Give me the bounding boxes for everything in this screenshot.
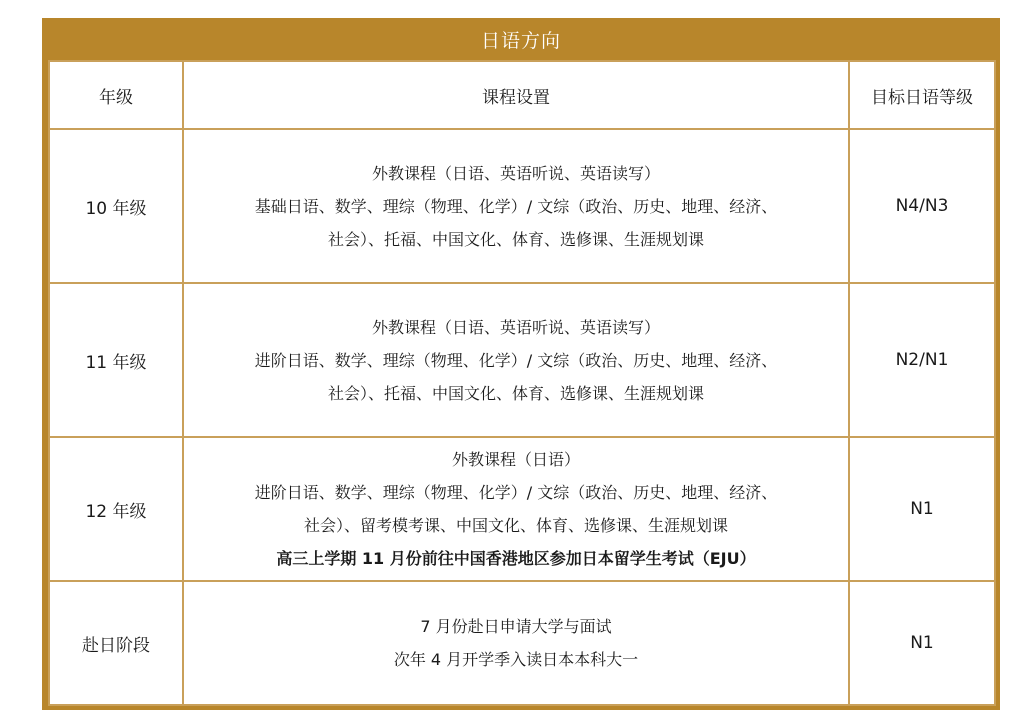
course-line: 7 月份赴日申请大学与面试	[420, 617, 612, 636]
grade-cell: 10 年级	[49, 129, 183, 283]
curriculum-table	[48, 60, 996, 706]
curriculum-table-frame	[42, 18, 1000, 710]
target-level-cell: N4/N3	[849, 129, 995, 283]
course-line: 外教课程（日语）	[451, 450, 580, 469]
course-line: 进阶日语、数学、理综（物理、化学）/ 文综（政治、历史、地理、经济、	[254, 350, 778, 370]
target-level-cell: N2/N1	[849, 283, 995, 437]
table-row	[49, 283, 995, 437]
course-cell	[183, 129, 849, 283]
course-cell	[183, 437, 849, 581]
header-grade: 年级	[49, 61, 183, 129]
table-header-row	[49, 61, 995, 129]
course-line: 基础日语、数学、理综（物理、化学）/ 文综（政治、历史、地理、经济、	[254, 196, 778, 216]
table-title: 日语方向	[480, 29, 561, 52]
table-row	[49, 437, 995, 581]
course-line: 进阶日语、数学、理综（物理、化学）/ 文综（政治、历史、地理、经济、	[254, 483, 778, 502]
target-level-cell: N1	[849, 437, 995, 581]
course-line: 次年 4 月开学季入读日本本科大一	[393, 650, 639, 669]
course-line: 社会）、托福、中国文化、体育、选修课、生涯规划课	[327, 383, 704, 403]
course-line: 社会）、留考模考课、中国文化、体育、选修课、生涯规划课	[303, 516, 728, 535]
course-line: 外教课程（日语、英语听说、英语读写）	[371, 163, 660, 183]
course-line: 外教课程（日语、英语听说、英语读写）	[371, 317, 660, 337]
table-row	[49, 129, 995, 283]
target-level-cell: N1	[849, 581, 995, 705]
header-target-level: 目标日语等级	[849, 61, 995, 129]
course-cell	[183, 283, 849, 437]
table-row	[49, 581, 995, 705]
grade-cell: 赴日阶段	[49, 581, 183, 705]
course-line: 社会）、托福、中国文化、体育、选修课、生涯规划课	[327, 229, 704, 249]
course-cell	[183, 581, 849, 705]
eju-exam-note: 高三上学期 11 月份前往中国香港地区参加日本留学生考试（EJU）	[276, 549, 756, 568]
grade-cell: 12 年级	[49, 437, 183, 581]
header-courses: 课程设置	[183, 61, 849, 129]
grade-cell: 11 年级	[49, 283, 183, 437]
